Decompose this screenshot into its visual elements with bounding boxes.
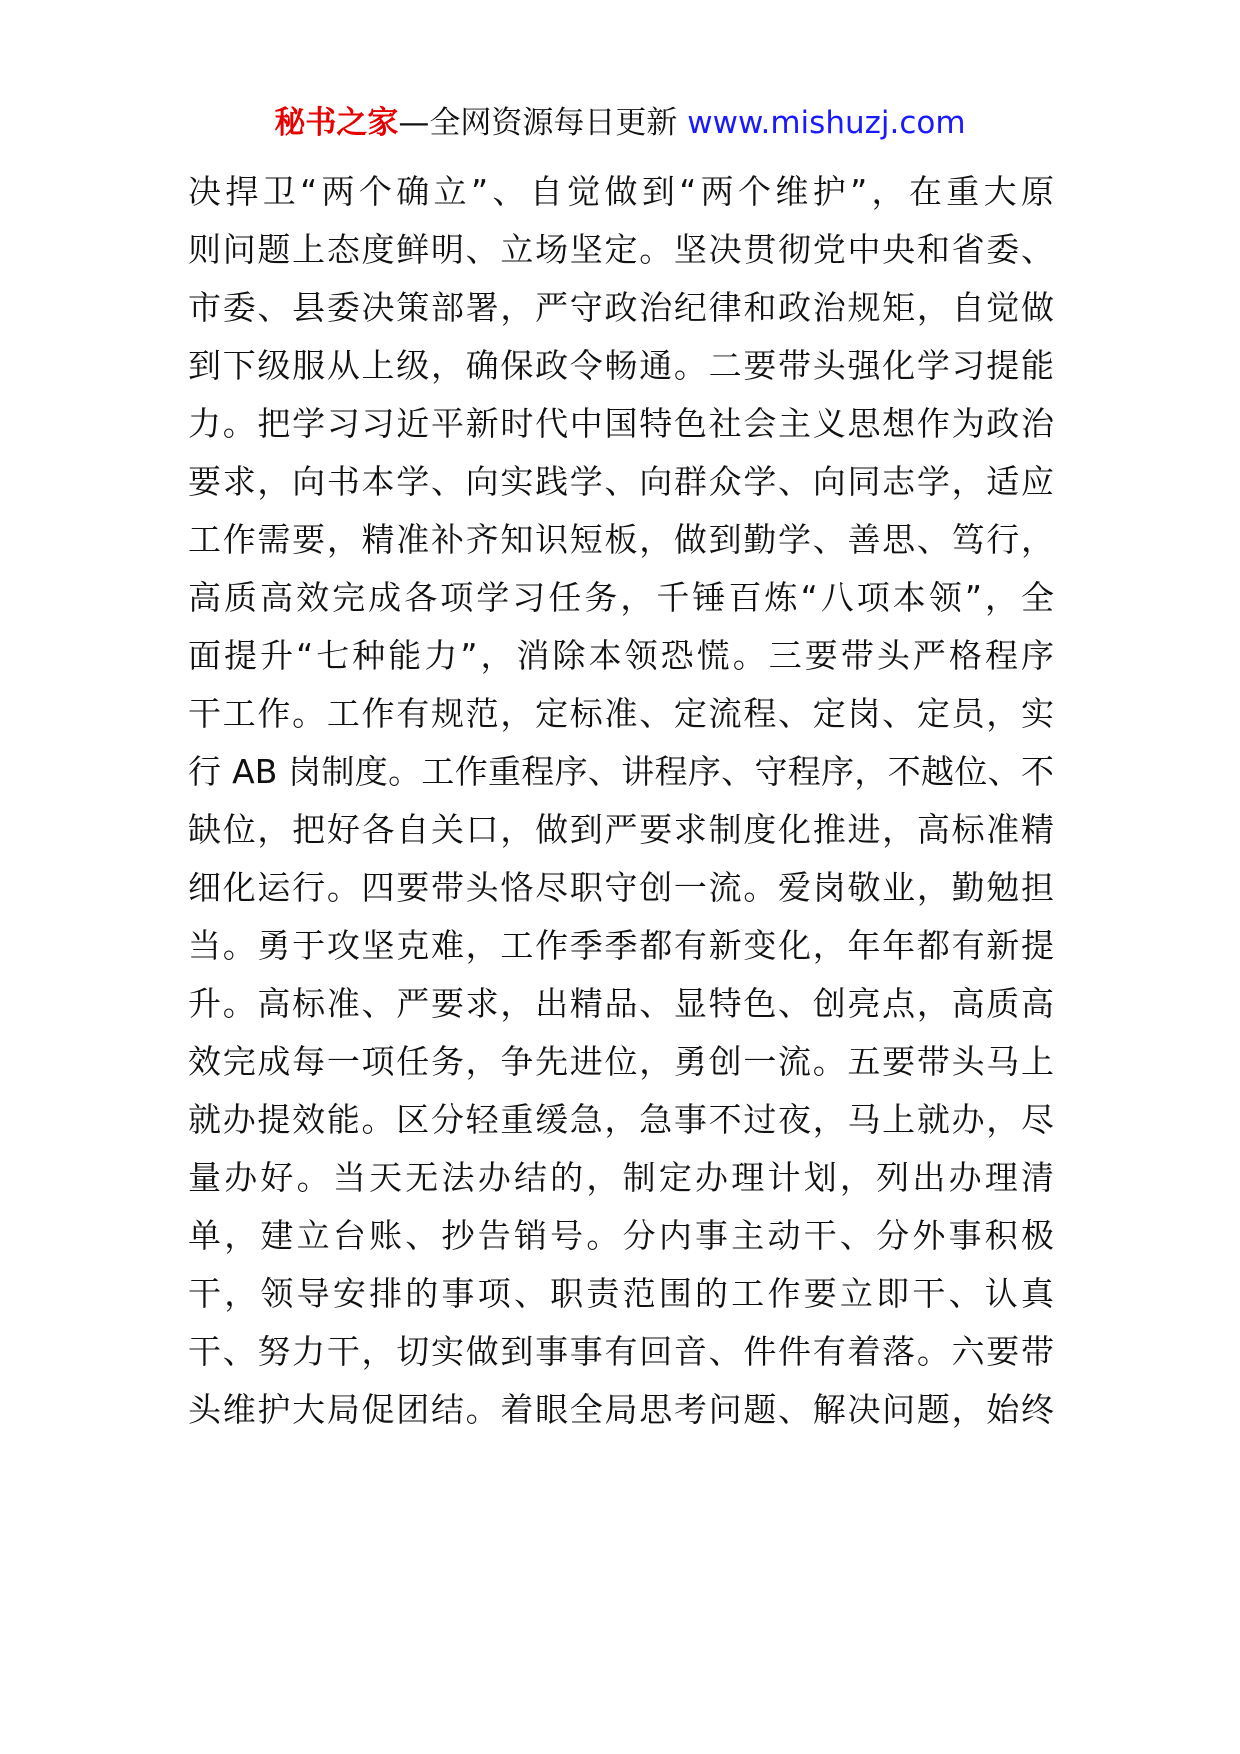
text-line: 就办提效能。区分轻重缓急，急事不过夜，马上就办，尽	[188, 1100, 1054, 1139]
text-line: 力。把学习习近平新时代中国特色社会主义思想作为政治	[188, 404, 1054, 443]
text-line: 市委、县委决策部署，严守政治纪律和政治规矩，自觉做	[188, 288, 1054, 327]
text-line: 则问题上态度鲜明、立场坚定。坚决贯彻党中央和省委、	[188, 230, 1054, 269]
text-line: 干，领导安排的事项、职责范围的工作要立即干、认真	[188, 1274, 1054, 1313]
text-line: 量办好。当天无法办结的，制定办理计划，列出办理清	[188, 1158, 1054, 1197]
site-url-link[interactable]: www.mishuzj.com	[687, 105, 966, 141]
text-line: 细化运行。四要带头恪尽职守创一流。爱岗敬业，勤勉担	[188, 868, 1054, 907]
text-line: 干工作。工作有规范，定标准、定流程、定岗、定员，实	[188, 694, 1054, 733]
header-tagline: —全网资源每日更新	[398, 105, 688, 141]
text-line: 缺位，把好各自关口，做到严要求制度化推进，高标准精	[188, 810, 1054, 849]
brand-name: 秘书之家	[274, 105, 399, 141]
text-line: 要求，向书本学、向实践学、向群众学、向同志学，适应	[188, 462, 1054, 501]
text-line: 行 AB 岗制度。工作重程序、讲程序、守程序，不越位、不	[188, 752, 1054, 791]
page-header	[0, 103, 1240, 143]
text-line: 升。高标准、严要求，出精品、显特色、创亮点，高质高	[188, 984, 1054, 1023]
text-line: 当。勇于攻坚克难，工作季季都有新变化，年年都有新提	[188, 926, 1054, 965]
text-line: 到下级服从上级，确保政令畅通。二要带头强化学习提能	[188, 346, 1054, 385]
text-line: 工作需要，精准补齐知识短板，做到勤学、善思、笃行，	[188, 520, 1054, 559]
text-line: 高质高效完成各项学习任务，千锤百炼“八项本领”，全	[188, 578, 1054, 617]
text-line: 决捍卫“两个确立”、自觉做到“两个维护”，在重大原	[188, 172, 1054, 211]
text-line: 头维护大局促团结。着眼全局思考问题、解决问题，始终	[188, 1390, 1054, 1429]
text-line: 效完成每一项任务，争先进位，勇创一流。五要带头马上	[188, 1042, 1054, 1081]
text-line: 面提升“七种能力”，消除本领恐慌。三要带头严格程序	[188, 636, 1054, 675]
text-line: 单，建立台账、抄告销号。分内事主动干、分外事积极	[188, 1216, 1054, 1255]
text-line: 干、努力干，切实做到事事有回音、件件有着落。六要带	[188, 1332, 1054, 1371]
